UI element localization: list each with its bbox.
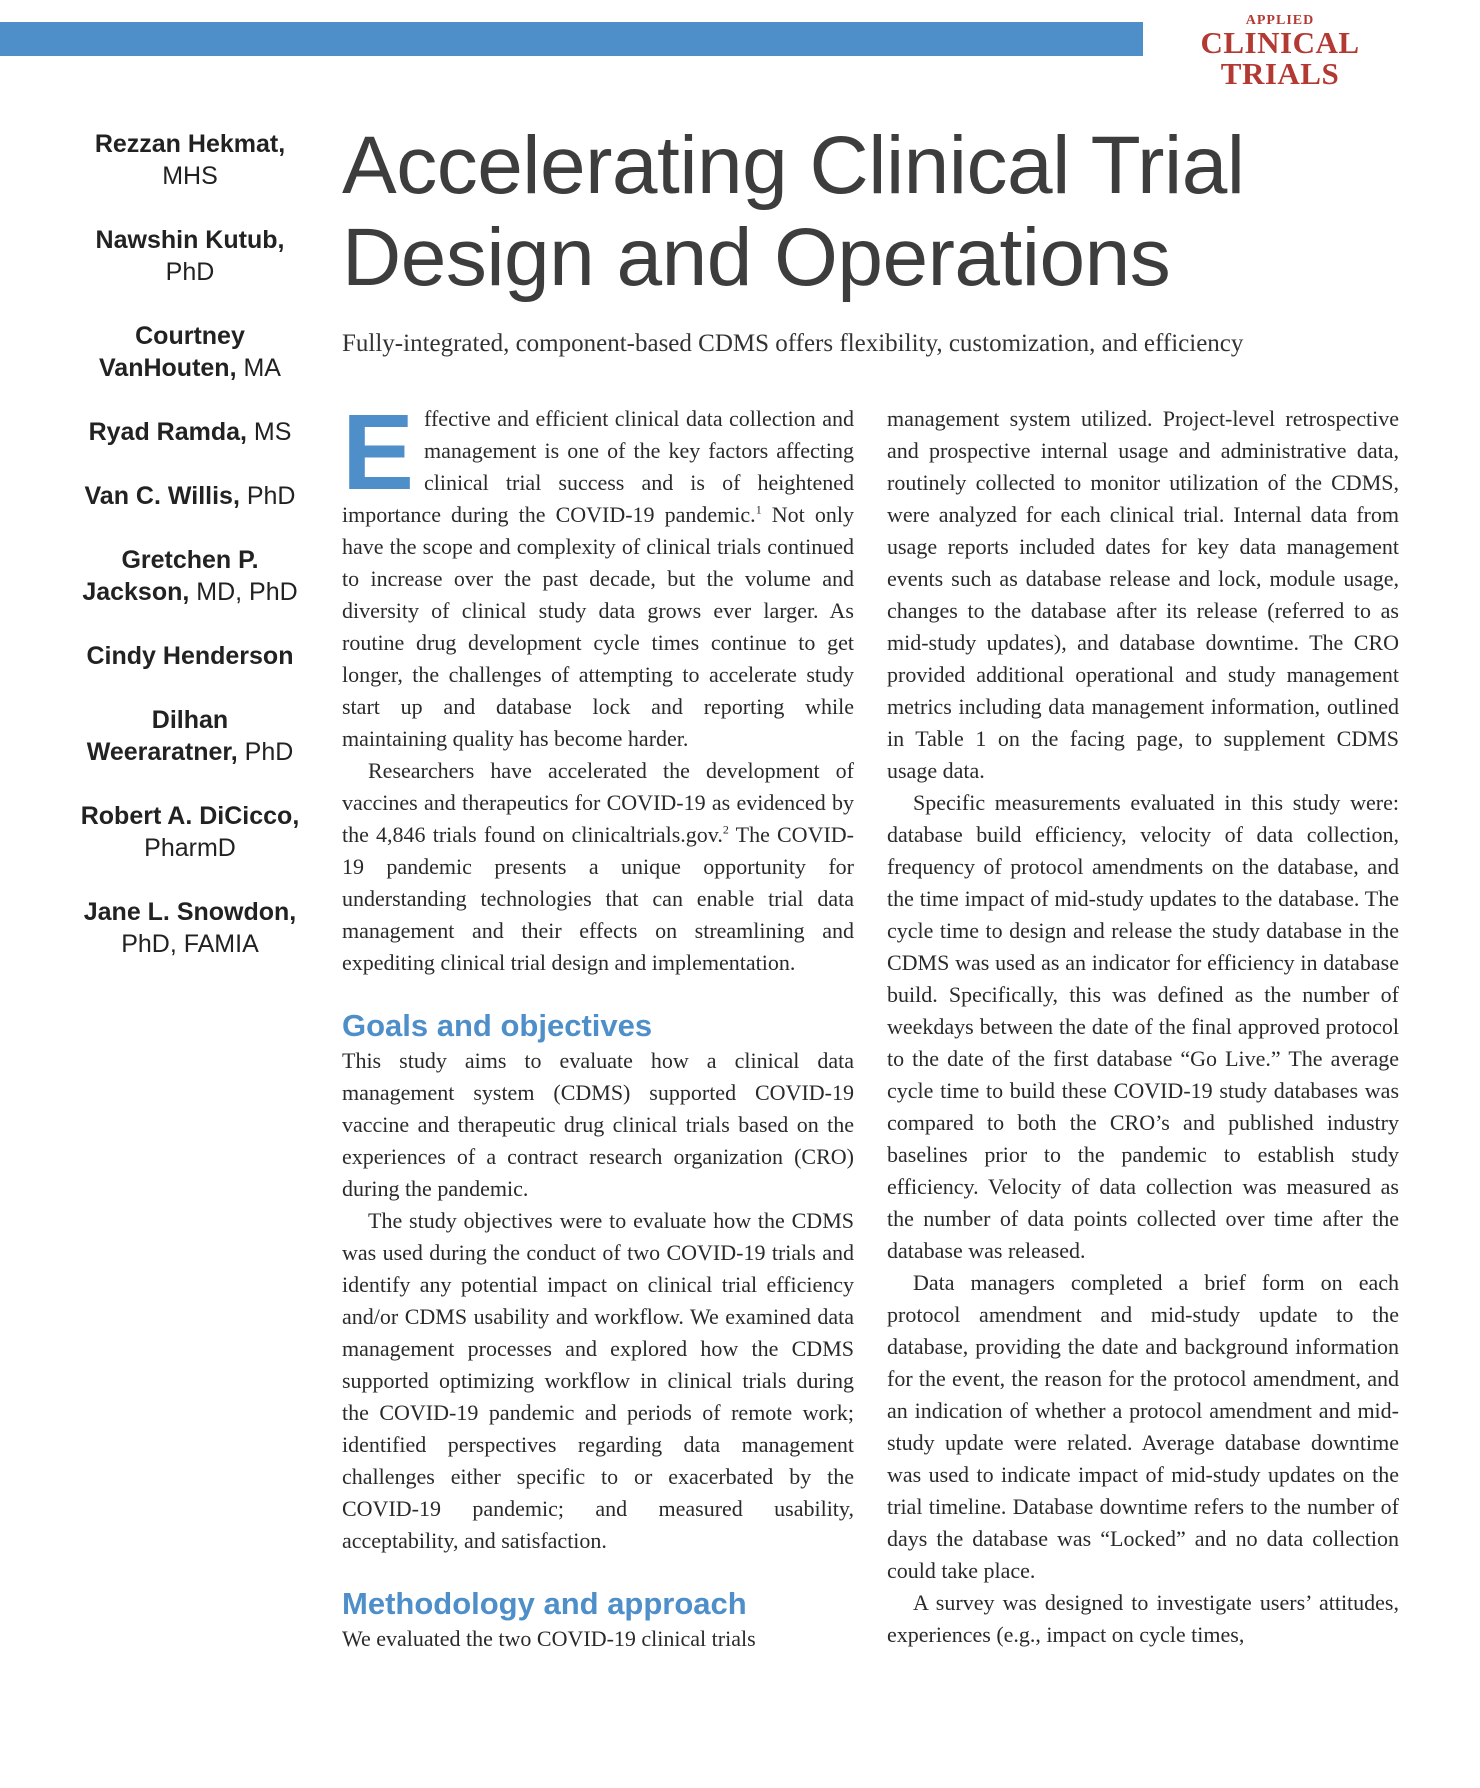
body-paragraph: A survey was designed to investigate users’ attitudes, experiences (e.g., impact on cycle times,: [887, 1590, 1399, 1647]
author-degree: MHS: [162, 162, 218, 190]
author-name: Van C. Willis,: [84, 482, 240, 510]
author-name: Dilhan Weeraratner,: [86, 706, 238, 766]
author-name: Robert A. DiCicco,: [80, 802, 300, 830]
publication-logo: [1160, 14, 1400, 89]
section-heading-methodology: Methodology and approach: [342, 1586, 747, 1621]
author-name: Rezzan Hekmat,: [94, 130, 286, 158]
section-heading-goals: Goals and objectives: [342, 1008, 653, 1043]
body-column-left: [342, 391, 854, 1655]
author-item: [80, 800, 300, 864]
author-item: [80, 480, 300, 512]
author-item: [80, 544, 300, 608]
paragraph-text: Researchers have accelerated the development of vaccines and therapeutics for COVID-19 as evidenced by the 4,846 trials found on clinicaltrials.gov.: [342, 758, 854, 847]
author-item: [80, 416, 300, 448]
body-paragraph: This study aims to evaluate how a clinical data management system (CDMS) supported COVID-19 vaccine and therapeutic drug clinical trials based on the experiences of a contract research organization (CRO) during the pandemic.: [342, 1048, 854, 1201]
header-bar: [0, 22, 1143, 56]
body-column-right: [887, 403, 1399, 1651]
paragraph-text: ffective and efficient clinical data collection and management is one of the key factors affecting clinical trial success and is of heightened importance during the COVID-19 pandemic.: [342, 406, 854, 527]
author-item: [80, 896, 300, 960]
author-name: Jane L. Snowdon,: [83, 898, 297, 926]
author-name: Ryad Ramda,: [88, 418, 247, 446]
author-degree: PhD: [246, 482, 296, 510]
author-item: [80, 128, 300, 192]
article-subtitle: Fully-integrated, component-based CDMS offers flexibility, customization, and efficiency: [342, 330, 1244, 357]
author-list: [80, 128, 300, 992]
drop-cap: E: [342, 391, 415, 512]
footnote-ref: 1: [755, 502, 762, 517]
author-degree: MD, PhD: [196, 578, 298, 606]
author-item: [80, 224, 300, 288]
author-name: Courtney VanHouten,: [99, 322, 245, 382]
body-paragraph: [342, 391, 854, 755]
author-name: Gretchen P. Jackson,: [82, 546, 259, 606]
author-name: Nawshin Kutub,: [95, 226, 285, 254]
body-paragraph: Data managers completed a brief form on each protocol amendment and mid-study update to the database, providing the date and background information for the event, the reason for the protocol amendment, and an indication of whether a protocol amendment and mid-study update were related. Average database downtime was used to indicate impact of mid-study updates on the trial timeline. Database downtime refers to the number of days the database was “Locked” and no data collection could take place.: [887, 1270, 1399, 1583]
body-paragraph: management system utilized. Project-level retrospective and prospective internal usage and administrative data, routinely collected to monitor utilization of the CDMS, were analyzed for each clinical trial. Internal data from usage reports included dates for key data management events such as database release and lock, module usage, changes to the database after its release (referred to as mid-study updates), and database downtime. The CRO provided additional operational and study management metrics including data management information, outlined in Table 1 on the facing page, to supplement CDMS usage data.: [887, 406, 1399, 783]
logo-large-text: CLINICAL TRIALS: [1200, 25, 1360, 91]
author-degree: PharmD: [144, 834, 236, 862]
author-degree: PhD: [165, 258, 215, 286]
author-degree: PhD, FAMIA: [121, 930, 259, 958]
author-degree: MA: [243, 354, 281, 382]
body-paragraph: The study objectives were to evaluate how the CDMS was used during the conduct of two COVID-19 trials and identify any potential impact on clinical trial efficiency and/or CDMS usability and workflow. We examined data management processes and explored how the CDMS supported optimizing workflow in clinical trials during the COVID-19 pandemic and periods of remote work; identified perspectives regarding data management challenges either specific to or exacerbated by the COVID-19 pandemic; and measured usability, acceptability, and satisfaction.: [342, 1208, 854, 1553]
author-degree: MS: [253, 418, 292, 446]
body-paragraph: [342, 755, 854, 979]
author-item: [80, 704, 300, 768]
body-paragraph: Specific measurements evaluated in this study were: database build efficiency, velocity of data collection, frequency of protocol amendments on the database, and the time impact of mid-study updates to the database. The cycle time to design and release the study database in the CDMS was used as an indicator for efficiency in database build. Specifically, this was defined as the number of weekdays between the date of the final approved protocol to the date of the first database “Go Live.” The average cycle time to build these COVID-19 study databases was compared to both the CRO’s and published industry baselines prior to the pandemic to establish study efficiency. Velocity of data collection was measured as the number of data points collected over time after the database was released.: [887, 790, 1399, 1263]
footnote-ref: 2: [722, 822, 729, 837]
article-title: Accelerating Clinical Trial Design and Operations: [342, 120, 1245, 303]
author-item: [80, 640, 300, 672]
author-degree: PhD: [244, 738, 294, 766]
author-name: Cindy Henderson: [86, 642, 294, 670]
paragraph-text: The COVID-19 pandemic presents a unique opportunity for understanding technologies that can enable trial data management and their effects on streamlining and expediting clinical trial design and implementation.: [342, 822, 854, 975]
body-paragraph: We evaluated the two COVID-19 clinical trials: [342, 1626, 756, 1651]
author-item: [80, 320, 300, 384]
logo-small-text: APPLIED: [1245, 13, 1315, 28]
paragraph-text: Not only have the scope and complexity of clinical trials continued to increase over the past decade, but the volume and diversity of clinical study data grows ever larger. As routine drug development cycle times continue to get longer, the challenges of attempting to accelerate study start up and database lock and reporting while maintaining quality has become harder.: [342, 502, 854, 751]
